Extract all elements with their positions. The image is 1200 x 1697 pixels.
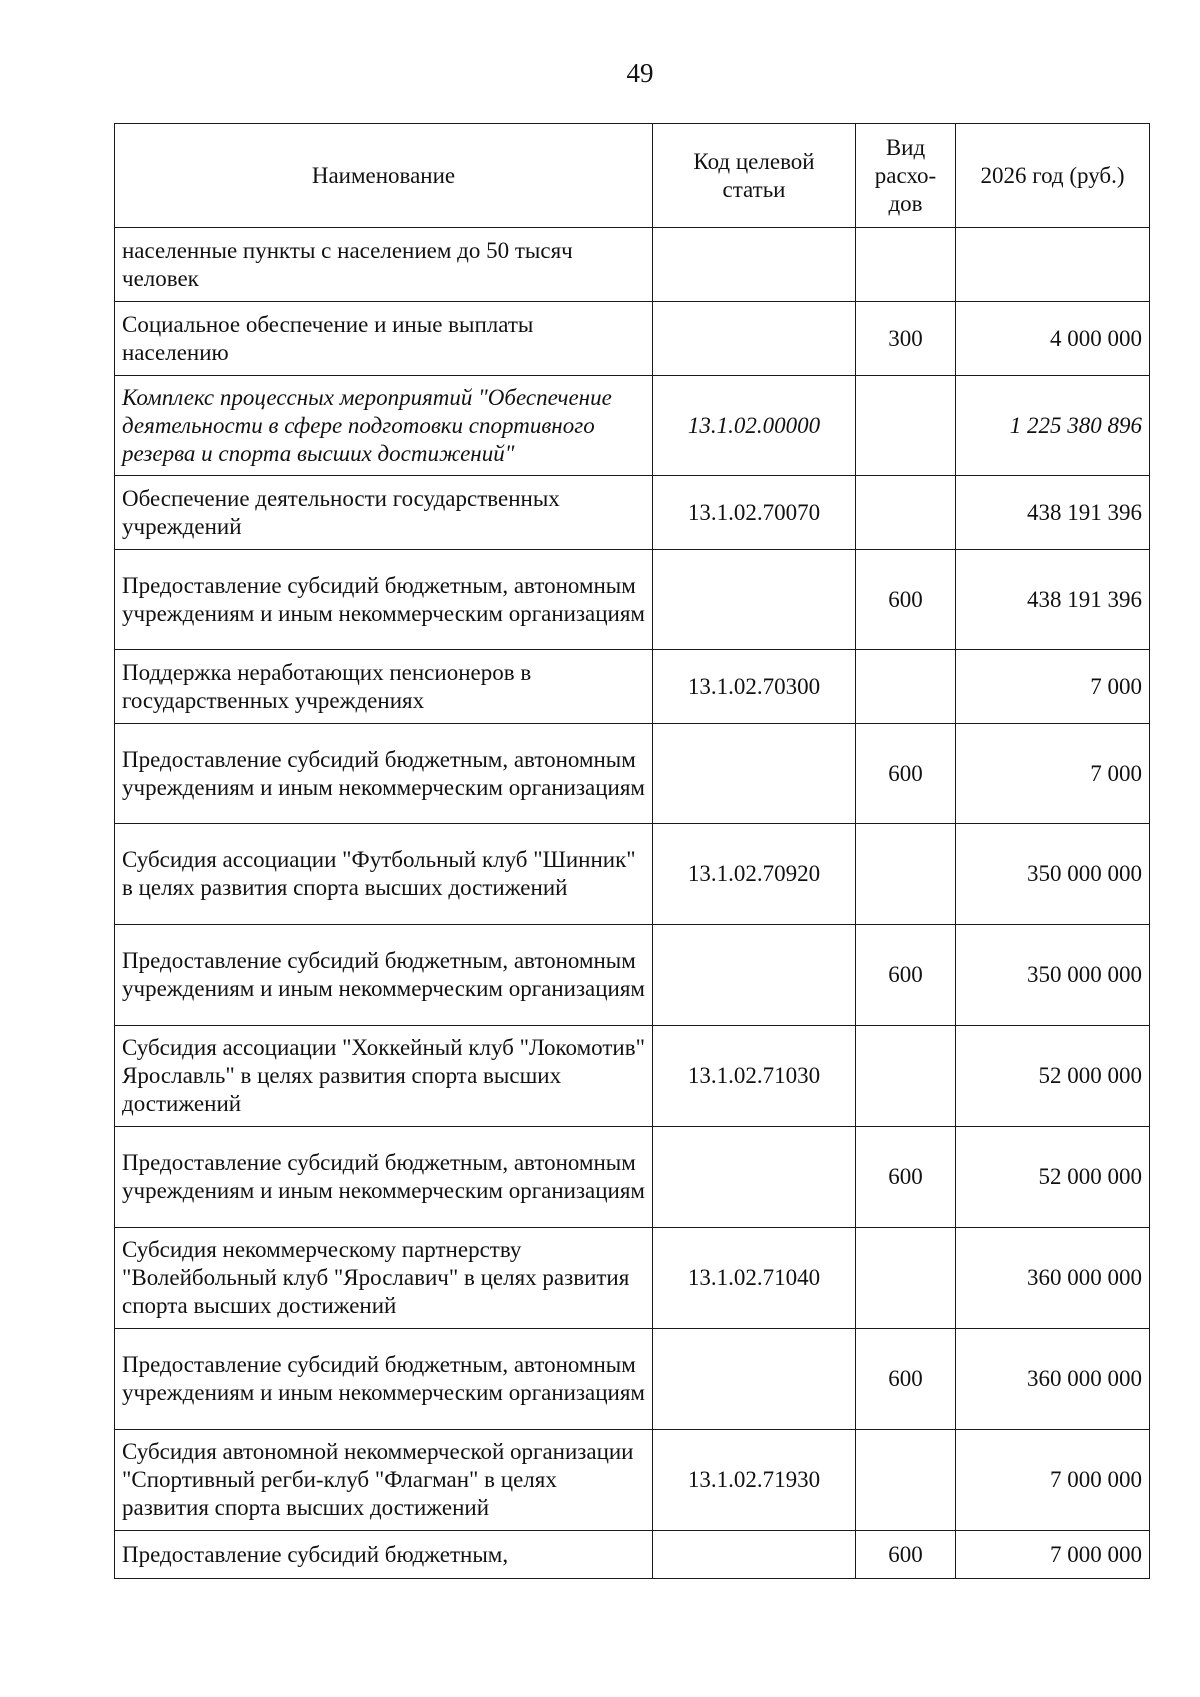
row-name-cell: Субсидия некоммерческому партнерству "Волейбольный клуб "Ярославич" в целях развития спорта высших достижений <box>115 1228 653 1329</box>
row-name-cell: населенные пункты с населением до 50 тысяч человек <box>115 228 653 302</box>
row-code-cell <box>653 228 856 302</box>
row-code-cell <box>653 1127 856 1228</box>
table-row <box>115 476 1150 550</box>
row-amount-cell <box>956 228 1150 302</box>
row-name-cell: Социальное обеспечение и иные выплаты населению <box>115 302 653 376</box>
table-row <box>115 376 1150 476</box>
table-header-row <box>115 124 1150 228</box>
row-amount-cell: 1 225 380 896 <box>956 376 1150 476</box>
row-code-cell <box>653 550 856 650</box>
row-name-cell: Субсидия ассоциации "Хоккейный клуб "Локомотив" Ярославль" в целях развития спорта высших достижений <box>115 1026 653 1127</box>
row-amount-cell: 360 000 000 <box>956 1228 1150 1329</box>
table-row <box>115 650 1150 724</box>
row-expense-type-cell: 600 <box>856 1531 956 1579</box>
header-type: Вид расхо-дов <box>856 124 956 228</box>
table-row <box>115 228 1150 302</box>
row-expense-type-cell: 600 <box>856 550 956 650</box>
row-name-cell: Предоставление субсидий бюджетным, автономным учреждениям и иным некоммерческим организациям <box>115 1127 653 1228</box>
row-expense-type-cell: 600 <box>856 1127 956 1228</box>
row-name-cell: Комплекс процессных мероприятий "Обеспечение деятельности в сфере подготовки спортивного резерва и спорта высших достижений" <box>115 376 653 476</box>
table-row <box>115 1026 1150 1127</box>
row-amount-cell: 350 000 000 <box>956 925 1150 1026</box>
table-row <box>115 1430 1150 1531</box>
row-expense-type-cell <box>856 376 956 476</box>
row-name-cell: Субсидия автономной некоммерческой организации "Спортивный регби-клуб "Флагман" в целях развития спорта высших достижений <box>115 1430 653 1531</box>
row-code-cell <box>653 724 856 824</box>
row-amount-cell: 7 000 000 <box>956 1531 1150 1579</box>
row-name-cell: Поддержка неработающих пенсионеров в государственных учреждениях <box>115 650 653 724</box>
row-amount-cell: 52 000 000 <box>956 1127 1150 1228</box>
row-code-cell: 13.1.02.00000 <box>653 376 856 476</box>
row-name-cell: Предоставление субсидий бюджетным, автономным учреждениям и иным некоммерческим организациям <box>115 925 653 1026</box>
row-expense-type-cell: 600 <box>856 1329 956 1430</box>
row-amount-cell: 438 191 396 <box>956 476 1150 550</box>
row-name-cell: Субсидия ассоциации "Футбольный клуб "Шинник" в целях развития спорта высших достижений <box>115 824 653 925</box>
table-body <box>115 228 1150 1579</box>
row-name-cell: Предоставление субсидий бюджетным, автономным учреждениям и иным некоммерческим организациям <box>115 724 653 824</box>
row-expense-type-cell <box>856 1228 956 1329</box>
table-row <box>115 302 1150 376</box>
row-amount-cell: 7 000 000 <box>956 1430 1150 1531</box>
row-name-cell: Предоставление субсидий бюджетным, <box>115 1531 653 1579</box>
row-amount-cell: 7 000 <box>956 724 1150 824</box>
table-row <box>115 550 1150 650</box>
row-code-cell <box>653 1531 856 1579</box>
row-name-cell: Обеспечение деятельности государственных учреждений <box>115 476 653 550</box>
row-code-cell: 13.1.02.71040 <box>653 1228 856 1329</box>
row-code-cell <box>653 302 856 376</box>
row-amount-cell: 7 000 <box>956 650 1150 724</box>
header-name: Наименование <box>115 124 653 228</box>
row-expense-type-cell <box>856 1026 956 1127</box>
table-row <box>115 1228 1150 1329</box>
header-amount: 2026 год (руб.) <box>956 124 1150 228</box>
table-row <box>115 925 1150 1026</box>
row-expense-type-cell: 300 <box>856 302 956 376</box>
row-expense-type-cell: 600 <box>856 724 956 824</box>
row-expense-type-cell <box>856 650 956 724</box>
row-code-cell: 13.1.02.70070 <box>653 476 856 550</box>
row-code-cell: 13.1.02.70920 <box>653 824 856 925</box>
row-amount-cell: 360 000 000 <box>956 1329 1150 1430</box>
table-row <box>115 824 1150 925</box>
row-expense-type-cell <box>856 824 956 925</box>
row-expense-type-cell <box>856 228 956 302</box>
table-row <box>115 1329 1150 1430</box>
header-code: Код целевой статьи <box>653 124 856 228</box>
row-amount-cell: 4 000 000 <box>956 302 1150 376</box>
row-code-cell: 13.1.02.71930 <box>653 1430 856 1531</box>
row-code-cell <box>653 1329 856 1430</box>
row-code-cell: 13.1.02.70300 <box>653 650 856 724</box>
table-row <box>115 724 1150 824</box>
row-amount-cell: 52 000 000 <box>956 1026 1150 1127</box>
page-number: 49 <box>626 58 654 88</box>
row-expense-type-cell <box>856 1430 956 1531</box>
row-amount-cell: 350 000 000 <box>956 824 1150 925</box>
row-code-cell: 13.1.02.71030 <box>653 1026 856 1127</box>
row-expense-type-cell <box>856 476 956 550</box>
table-row <box>115 1127 1150 1228</box>
budget-table <box>114 123 1150 1579</box>
row-name-cell: Предоставление субсидий бюджетным, автономным учреждениям и иным некоммерческим организациям <box>115 1329 653 1430</box>
row-code-cell <box>653 925 856 1026</box>
table-row <box>115 1531 1150 1579</box>
row-expense-type-cell: 600 <box>856 925 956 1026</box>
row-amount-cell: 438 191 396 <box>956 550 1150 650</box>
row-name-cell: Предоставление субсидий бюджетным, автономным учреждениям и иным некоммерческим организациям <box>115 550 653 650</box>
